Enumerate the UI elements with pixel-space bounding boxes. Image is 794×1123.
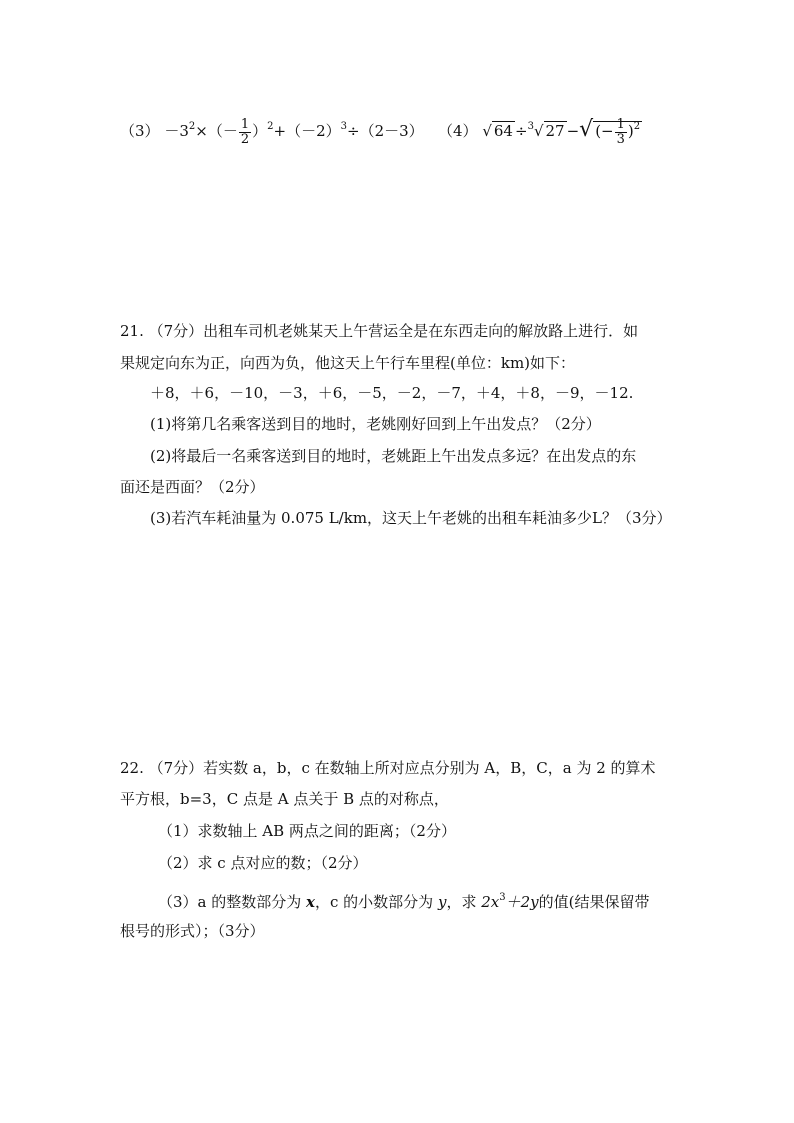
part3-fraction	[239, 118, 251, 147]
part3-exp-c: 2	[267, 121, 274, 132]
p22-question2: （2）求 c 点对应的数；（2分）	[158, 854, 368, 872]
part3-term-b: ×（－	[195, 122, 238, 140]
part3-term-a: －3	[164, 122, 189, 140]
paren-close: )	[627, 122, 634, 140]
q3-text-a: （3）a 的整数部分为	[158, 893, 302, 911]
p21-question1: (1)将第几名乘客送到目的地时，老姚刚好回到上午出发点？（2分）	[150, 415, 601, 433]
cbrt-index: 3	[527, 121, 534, 132]
q3-expr-a: 2x	[481, 893, 500, 911]
p21-question2-line1: (2)将最后一名乘客送到目的地时，老姚距上午出发点多远？在出发点的东	[150, 447, 637, 465]
p22-question3-line2: 根号的形式）；（3分）	[120, 922, 265, 940]
part3-term-e: ÷（2－3）	[347, 122, 424, 140]
p22-line2: 平方根，b=3，C 点是 A 点关于 B 点的对称点，	[120, 790, 449, 808]
p22-line1: 22. （7分）若实数 a，b，c 在数轴上所对应点分别为 A，B，C，a 为 2 的算术	[120, 759, 656, 777]
problem20-part3	[120, 116, 424, 147]
p21-line1: 21. （7分）出租车司机老姚某天上午营运全是在东西走向的解放路上进行．如	[120, 322, 639, 340]
part3-term-c: ）	[252, 122, 268, 140]
part4-fraction	[615, 118, 627, 147]
p21-numbers: ＋8，＋6，－10，－3，＋6，－5，－2，－7，＋4，＋8，－9，－12.	[150, 384, 634, 402]
part4-frac-den: 3	[616, 131, 625, 147]
div-symbol: ÷	[514, 122, 528, 140]
problem20-part4	[438, 116, 642, 147]
p21-question3: (3)若汽车耗油量为 0.075 L/km，这天上午老姚的出租车耗油多少L？（3分）	[150, 509, 672, 527]
sqrt-symbol: √	[482, 122, 492, 140]
q3-text-d: 的值(结果保留带	[538, 893, 650, 911]
part4-label: （4）	[438, 122, 478, 140]
sqrt-arg: 64	[493, 122, 513, 140]
part4-frac-num: 1	[616, 116, 625, 132]
q3-text-b: ，c 的小数部分为	[315, 893, 434, 911]
part4-exp: 2	[633, 121, 641, 132]
big-sqrt-body	[593, 116, 642, 147]
part3-exp-d: 3	[340, 121, 347, 132]
p22-question1: （1）求数轴上 AB 两点之间的距离；（2分）	[158, 822, 456, 840]
p21-question2-line2: 面还是西面？（2分）	[120, 478, 265, 496]
part3-frac-num: 1	[240, 116, 250, 132]
part3-exp-a: 2	[188, 121, 196, 132]
q3-expr-b: ＋2y	[505, 893, 539, 911]
q3-expr-exp: 3	[499, 892, 506, 903]
q3-var-y: y	[437, 893, 447, 911]
part3-frac-den: 2	[240, 131, 250, 147]
minus-symbol: −	[566, 122, 580, 140]
p21-line2: 果规定向东为正，向西为负，他这天上午行车里程(单位：km)如下：	[120, 354, 576, 372]
q3-var-x: x	[306, 893, 315, 911]
q3-text-c: ，求	[446, 893, 477, 911]
big-sqrt-symbol: √	[579, 117, 594, 142]
cbrt-symbol: √	[533, 122, 544, 140]
part3-label: （3）	[120, 122, 160, 140]
p22-question3-line1	[158, 887, 650, 913]
paren-open: (−	[595, 122, 614, 140]
part3-term-d: +（－2）	[273, 122, 341, 140]
cbrt-arg: 27	[545, 122, 565, 140]
